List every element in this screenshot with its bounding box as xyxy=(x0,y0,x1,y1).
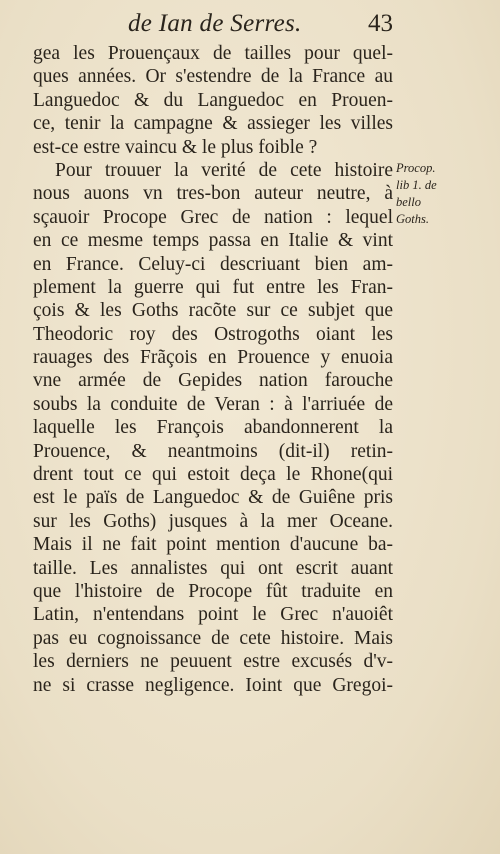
margin-note-line: lib 1. de xyxy=(396,178,437,192)
margin-note-line: Procop. xyxy=(396,161,436,175)
text-line: en France. Celuy-ci descriuant bien am- xyxy=(33,253,393,275)
text-line: Prouence, & neantmoins (dit-il) retin- xyxy=(33,440,393,462)
margin-note xyxy=(396,160,456,228)
margin-note-line: bello xyxy=(396,195,421,209)
text-line: Languedoc & du Languedoc en Prouen- xyxy=(33,89,393,111)
text-line: sçauoir Procope Grec de nation : lequel xyxy=(33,206,393,228)
text-line: gea les Prouençaux de tailles pour quel- xyxy=(33,43,393,64)
text-line: les derniers ne peuuent estre excusés d'v- xyxy=(33,651,393,673)
text-line: Latin, n'entendans point le Grec n'auoiêt xyxy=(33,604,393,626)
text-line: Pour trouuer la verité de cete histoire xyxy=(55,159,393,181)
text-line: nous auons vn tres-bon auteur neutre, à xyxy=(33,183,393,205)
text-line: drent tout ce qui estoit deça le Rhone(qui xyxy=(33,464,393,486)
text-line: en ce mesme temps passa en Italie & vint xyxy=(33,230,393,252)
text-line: que l'histoire de Procope fût traduite en xyxy=(33,580,393,602)
body-text xyxy=(33,42,393,697)
text-line: Mais il ne fait point mention d'aucune ba- xyxy=(33,534,393,556)
text-line: plement la guerre qui fut entre les Fran- xyxy=(33,276,393,298)
margin-note-line: Goths. xyxy=(396,212,429,226)
text-line: laquelle les François abandonnerent la xyxy=(33,417,393,439)
text-line: soubs la conduite de Veran : à l'arriuée de xyxy=(33,393,393,415)
text-line: ne si crasse negligence. Ioint que Gregoi- xyxy=(33,674,393,696)
text-line: taille. Les annalistes qui ont escrit auant xyxy=(33,557,393,579)
text-line: pas eu cognoissance de cete histoire. Mais xyxy=(33,627,393,649)
text-line: Theodoric roy des Ostrogoths oiant les xyxy=(33,323,393,345)
text-line: est le païs de Languedoc & de Guiêne pris xyxy=(33,487,393,509)
page-header xyxy=(0,10,500,42)
text-line: est-ce estre vaincu & le plus foible ? xyxy=(33,136,318,158)
page-number: 43 xyxy=(368,10,393,37)
text-line: sur les Goths) jusques à la mer Oceane. xyxy=(33,510,393,532)
running-head: de Ian de Serres. xyxy=(128,10,302,37)
text-line: ce, tenir la campagne & assieger les villes xyxy=(33,113,393,135)
text-line: vne armée de Gepides nation farouche xyxy=(33,370,393,392)
text-line: çois & les Goths racõte sur ce subjet que xyxy=(33,300,393,322)
text-line: rauages des Frãçois en Prouence y enuoia xyxy=(33,347,393,369)
text-line: ques années. Or s'estendre de la France au xyxy=(33,66,393,88)
